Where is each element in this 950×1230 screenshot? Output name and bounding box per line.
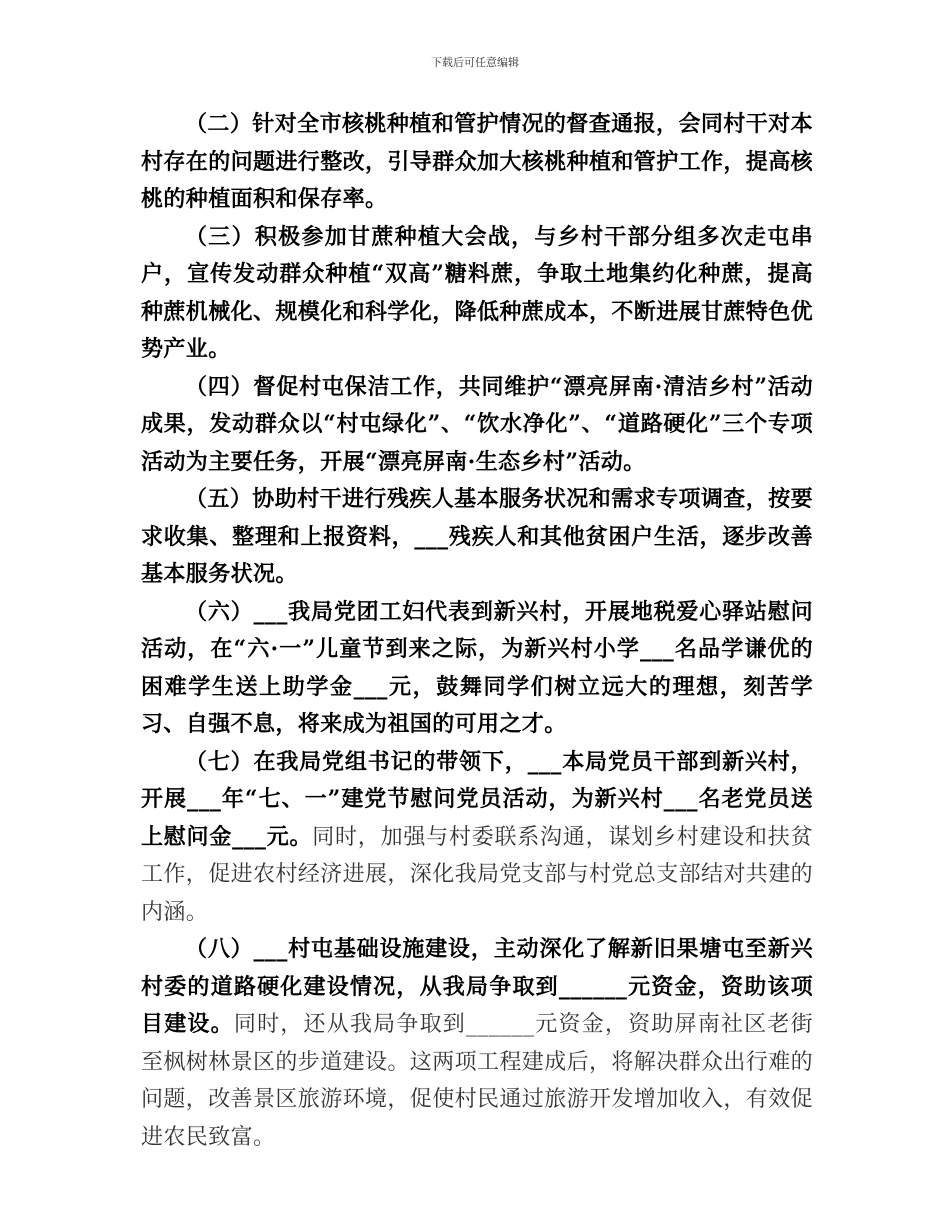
paragraph-6 (141, 594, 813, 744)
paragraph-4-text: （四）督促村屯保洁工作，共同维护“漂亮屏南·清洁乡村”活动成果，发动群众以“村屯绿化”、“饮水净化”、“道路硬化”三个专项活动为主要任务，开展“漂亮屏南·生态乡村”活动。 (141, 373, 813, 475)
paragraph-5 (141, 481, 813, 594)
paragraph-7-text-regular: 同时，加强与村委联系沟通，谋划乡村建设和扶贫工作，促进农村经济进展，深化我局党支部与村党总支部结对共建的内涵。 (141, 824, 814, 925)
paragraph-7 (141, 744, 813, 932)
paragraph-7-text: （七）在我局党组书记的带领下，___本局党员干部到新兴村，开展___年“七、一”建党节慰问党员活动，为新兴村___名老党员送上慰问金___元。 (141, 748, 813, 850)
paragraph-6-text: （六）___我局党团工妇代表到新兴村，开展地税爱心驿站慰问活动，在“六·一”儿童节到来之际，为新兴村小学___名品学谦优的困难学生送上助学金___元，鼓舞同学们树立远大的理想，刻苦学习、自强不息，将来成为祖国的可用之才。 (141, 598, 813, 737)
paragraph-8-text-regular: 同时，还从我局争取到______元资金，资助屏南社区老街至枫树林景区的步道建设。这两项工程建成后，将解决群众出行难的问题，改善景区旅游环境，促使村民通过旅游开发增加收入，有效促进农民致富。 (141, 1012, 814, 1150)
paragraph-3-text: （三）积极参加甘蔗种植大会战，与乡村干部分组多次走屯串户，宣传发动群众种植“双高”糖料蔗，争取土地集约化种蔗，提高种蔗机械化、规模化和科学化，降低种蔗成本，不断进展甘蔗特色优势产业。 (141, 223, 814, 362)
page-header: 下载后可任意编辑 (431, 56, 519, 69)
paragraph-4 (141, 369, 813, 482)
paragraph-8-text: （八）___村屯基础设施建设，主动深化了解新旧果塘屯至新兴村委的道路硬化建设情况，从我局争取到______元资金，资助该项目建设。 (141, 936, 813, 1037)
paragraph-2 (141, 106, 813, 219)
paragraph-2-text: （二）针对全市核桃种植和管护情况的督查通报，会同村干对本村存在的问题进行整改，引导群众加大核桃种植和管护工作，提高核桃的种植面积和保存率。 (141, 111, 814, 212)
paragraph-8 (141, 931, 813, 1156)
paragraph-3 (141, 219, 813, 369)
document-body (141, 106, 813, 1156)
paragraph-5-text: （五）协助村干进行残疾人基本服务状况和需求专项调查，按要求收集、整理和上报资料，___残疾人和其他贫困户生活，逐步改善基本服务状况。 (141, 486, 813, 587)
